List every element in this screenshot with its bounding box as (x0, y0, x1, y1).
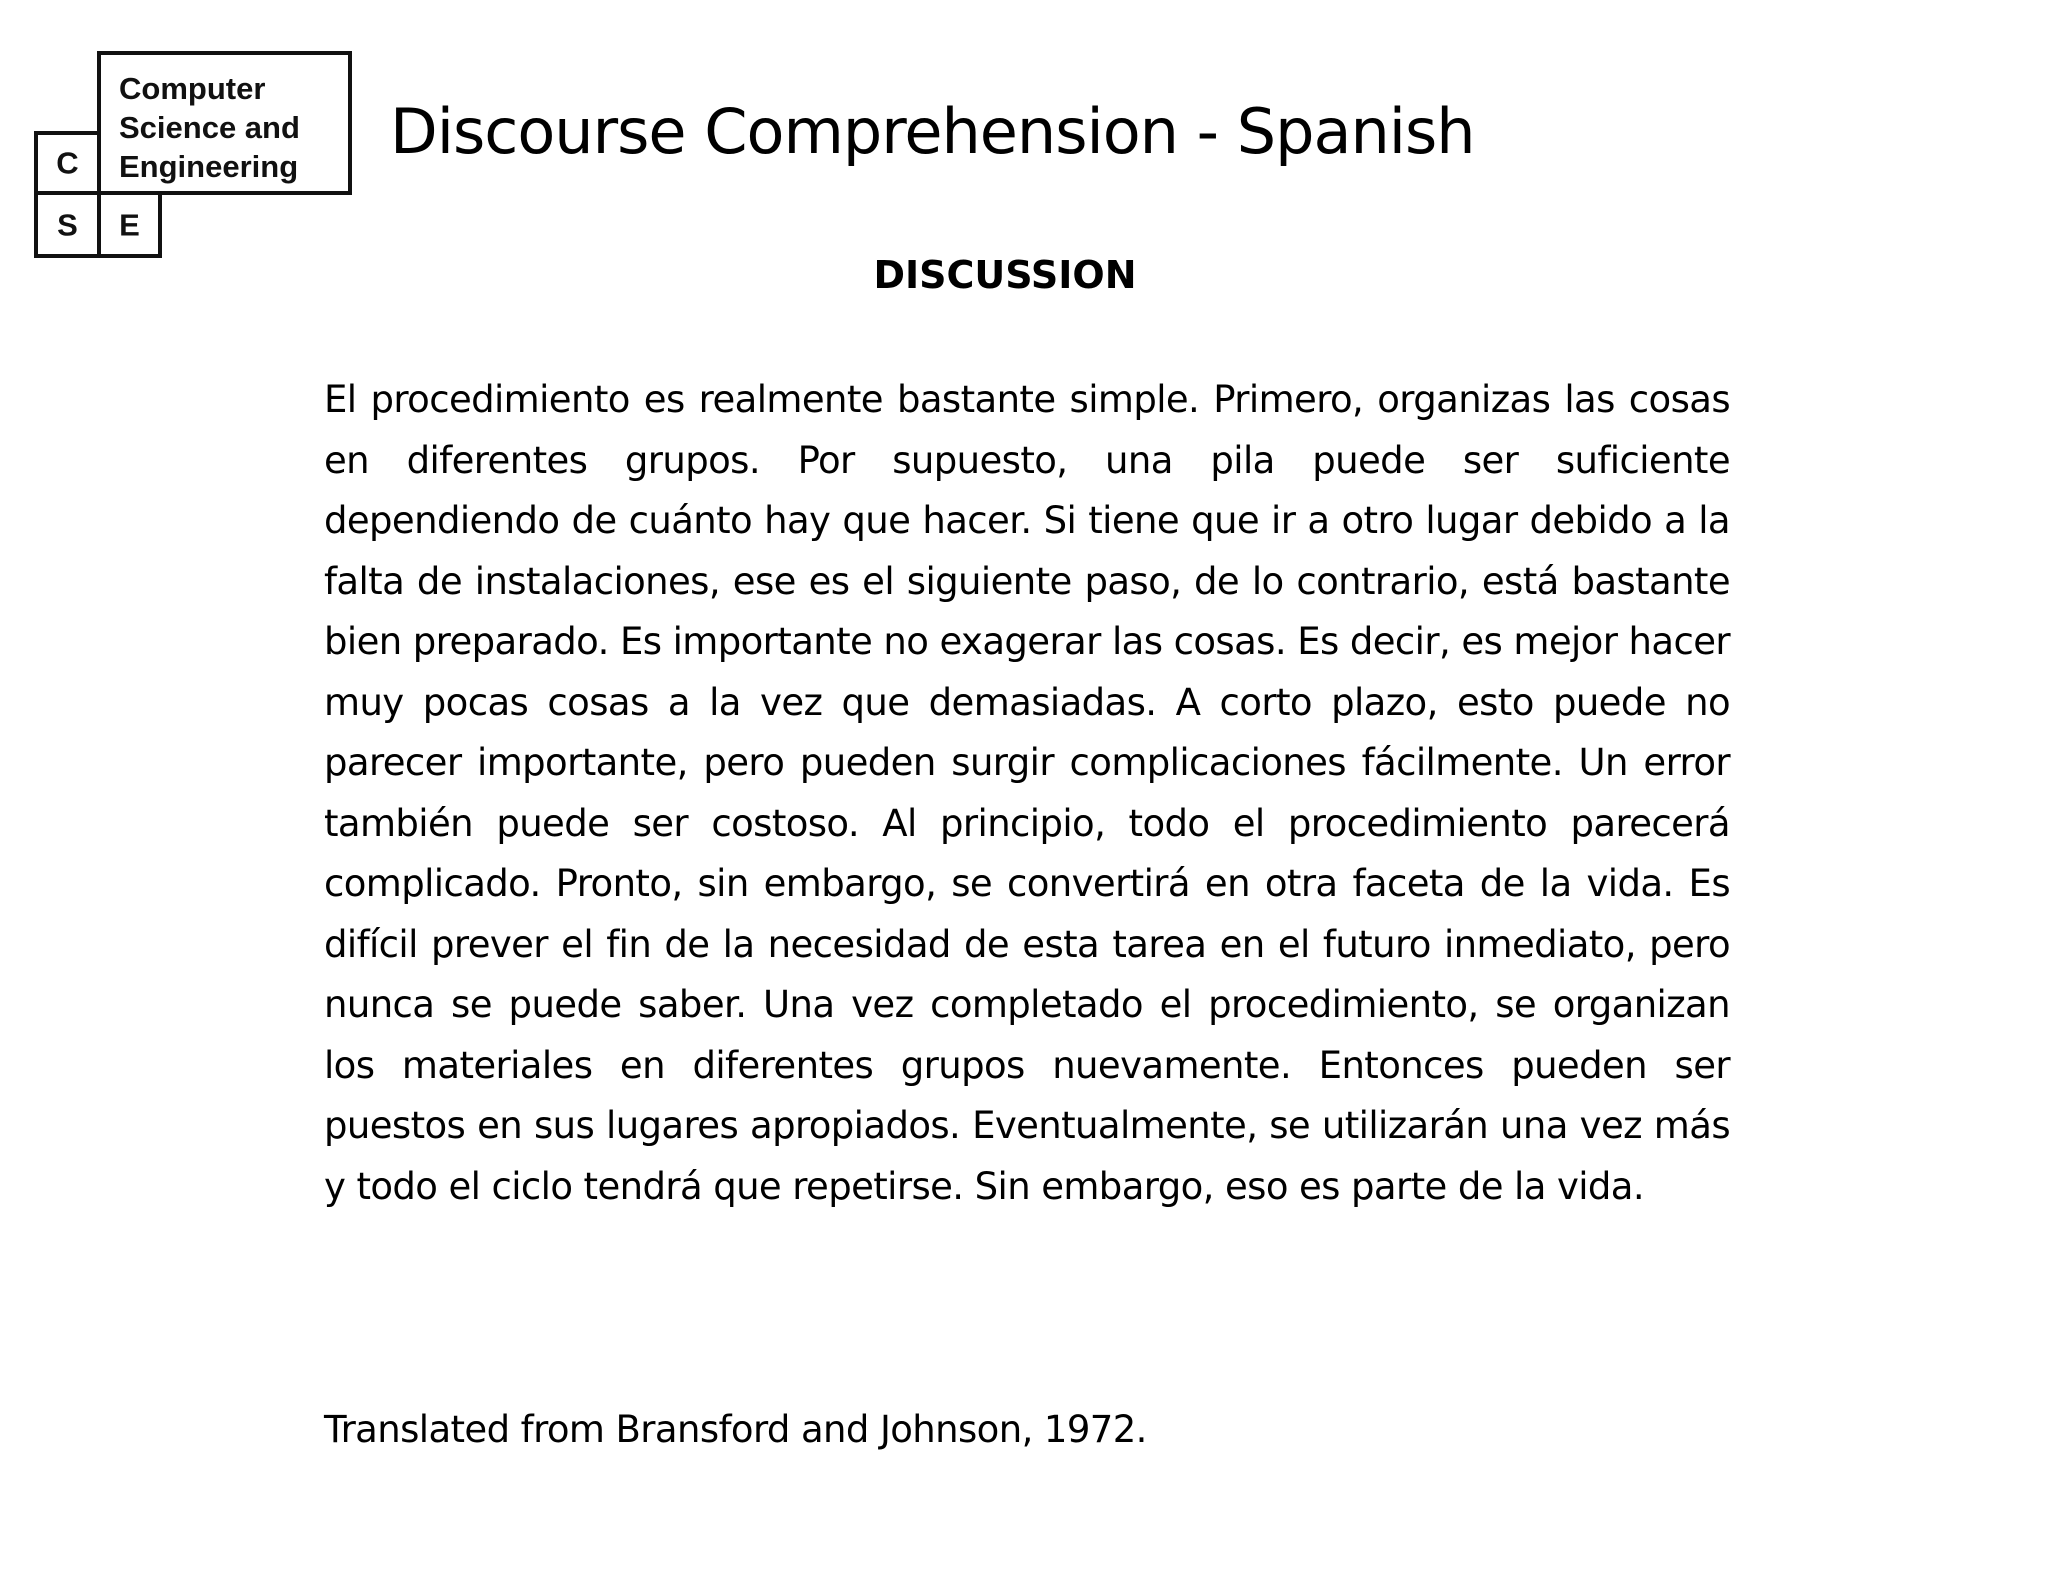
logo-letter-c: C (56, 145, 79, 181)
logo-box-c (34, 131, 101, 195)
logo-box-e (97, 191, 162, 258)
discussion-passage: El procedimiento es realmente bastante simple. Primero, organizas las cosas en diferentes grupos. Por supuesto, una pila puede ser suficiente dependiendo de cuánto hay que hacer. Si tiene que ir a otro lugar debido a la falta de instalaciones, ese es el siguiente paso, de lo contrario, está bastante bien preparado. Es importante no exagerar las cosas. Es decir, es mejor hacer muy pocas cosas a la vez que demasiadas. A corto plazo, esto puede no parecer importante, pero pueden surgir complicaciones fácilmente. Un error también puede ser costoso. Al principio, todo el procedimiento parecerá complicado. Pronto, sin embargo, se convertirá en otra faceta de la vida. Es difícil prever el fin de la necesidad de esta tarea en el futuro inmediato, pero nunca se puede saber. Una vez completado el procedimiento, se organizan los materiales en diferentes grupos nuevamente. Entonces pueden ser puestos en sus lugares apropiados. Eventualmente, se utilizarán una vez más y todo el ciclo tendrá que repetirse. Sin embargo, eso es parte de la vida. (324, 378, 1730, 1208)
cse-logo (34, 51, 352, 258)
logo-letter-s: S (57, 207, 78, 242)
section-heading: DISCUSSION (873, 253, 1137, 297)
slide-title: Discourse Comprehension - Spanish (390, 95, 1475, 168)
logo-letter-e: E (119, 207, 140, 242)
citation: Translated from Bransford and Johnson, 1972. (324, 1408, 1147, 1451)
logo-department-name: Computer Science and Engineering (97, 51, 352, 195)
logo-box-s (34, 191, 101, 258)
